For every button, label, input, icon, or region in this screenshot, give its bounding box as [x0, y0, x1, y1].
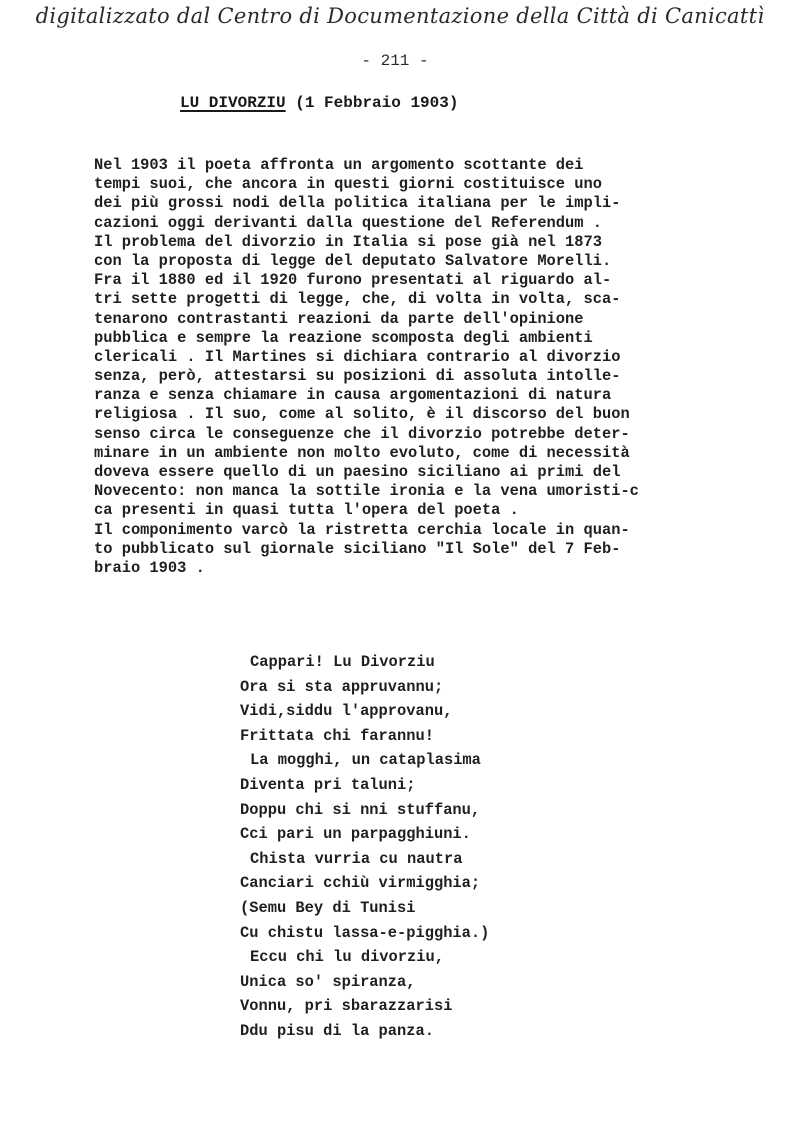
poem-line: Vonnu, pri sbarazzarisi	[240, 997, 453, 1016]
poem-line: Ddu pisu di la panza.	[240, 1021, 434, 1040]
poem-line: (Semu Bey di Tunisi	[240, 898, 416, 917]
intro-line: clericali . Il Martines si dichiara contrario al divorzio	[94, 347, 621, 366]
poem-line: La mogghi, un cataplasima	[250, 751, 481, 770]
intro-line: doveva essere quello di un paesino siciliano ai primi del	[94, 463, 621, 481]
section-title	[180, 94, 458, 112]
intro-line: Novecento: non manca la sottile ironia e la vena umoristi-c	[94, 482, 639, 501]
poem-title: LU DIVORZIU	[180, 94, 286, 112]
poem-line: Canciari cchiù virmigghia;	[240, 874, 481, 893]
intro-line: tri sette progetti di legge, che, di volta in volta, sca-	[94, 290, 621, 309]
intro-line: braio 1903 .	[94, 558, 205, 577]
intro-line: Il problema del divorzio in Italia si pose già nel 1873	[94, 232, 602, 251]
intro-line: con la proposta di legge del deputato Salvatore Morelli.	[94, 251, 612, 270]
intro-line: dei più grossi nodi della politica italiana per le impli-	[94, 194, 621, 213]
poem-line: Cu chistu lassa-e-pigghia.)	[240, 923, 490, 942]
intro-line: cazioni oggi derivanti dalla questione del Referendum .	[94, 213, 602, 232]
intro-line: ranza e senza chiamare in causa argomentazioni di natura	[94, 386, 612, 405]
intro-line: to pubblicato sul giornale siciliano "Il Sole" del 7 Feb-	[94, 539, 621, 558]
intro-line: tenarono contrastanti reazioni da parte dell'opinione	[94, 309, 584, 328]
poem-line: Eccu chi lu divorziu,	[250, 948, 444, 967]
intro-line: minare in un ambiente non molto evoluto, come di necessità	[94, 443, 630, 462]
poem-line: Unica so' spiranza,	[240, 972, 416, 991]
intro-line: ca presenti in quasi tutta l'opera del poeta .	[94, 501, 519, 520]
intro-line: Fra il 1880 ed il 1920 furono presentati al riguardo al-	[94, 271, 612, 290]
intro-line: senso circa le conseguenze che il divorzio potrebbe deter-	[94, 424, 630, 443]
poem-line: Ora si sta appruvannu;	[240, 677, 444, 696]
intro-line: pubblica e sempre la reazione scomposta degli ambienti	[94, 328, 593, 347]
poem-line: Chista vurria cu nautra	[250, 849, 463, 868]
poem-line: Doppu chi si nni stuffanu,	[240, 800, 481, 819]
intro-line: Nel 1903 il poeta affronta un argomento scottante dei	[94, 156, 584, 174]
intro-paragraph	[94, 156, 734, 578]
digitization-credit: digitalizzato dal Centro di Documentazione della Città di Canicattì	[35, 4, 765, 28]
poem-line: Vidi,siddu l'approvanu,	[240, 702, 453, 721]
intro-line: senza, però, attestarsi su posizioni di assoluta intolle-	[94, 367, 621, 386]
poem-line: Cappari! Lu Divorziu	[250, 653, 435, 671]
poem-line: Diventa pri taluni;	[240, 775, 416, 794]
poem-text	[240, 650, 660, 1044]
poem-date: (1 Febbraio 1903)	[295, 94, 459, 112]
page-number: - 211 -	[361, 52, 429, 70]
poem-line: Frittata chi farannu!	[240, 726, 434, 745]
poem-line: Cci pari un parpagghiuni.	[240, 825, 471, 844]
intro-line: tempi suoi, che ancora in questi giorni costituisce uno	[94, 175, 602, 194]
intro-line: religiosa . Il suo, come al solito, è il discorso del buon	[94, 405, 630, 424]
intro-line: Il componimento varcò la ristretta cerchia locale in quan-	[94, 520, 630, 539]
